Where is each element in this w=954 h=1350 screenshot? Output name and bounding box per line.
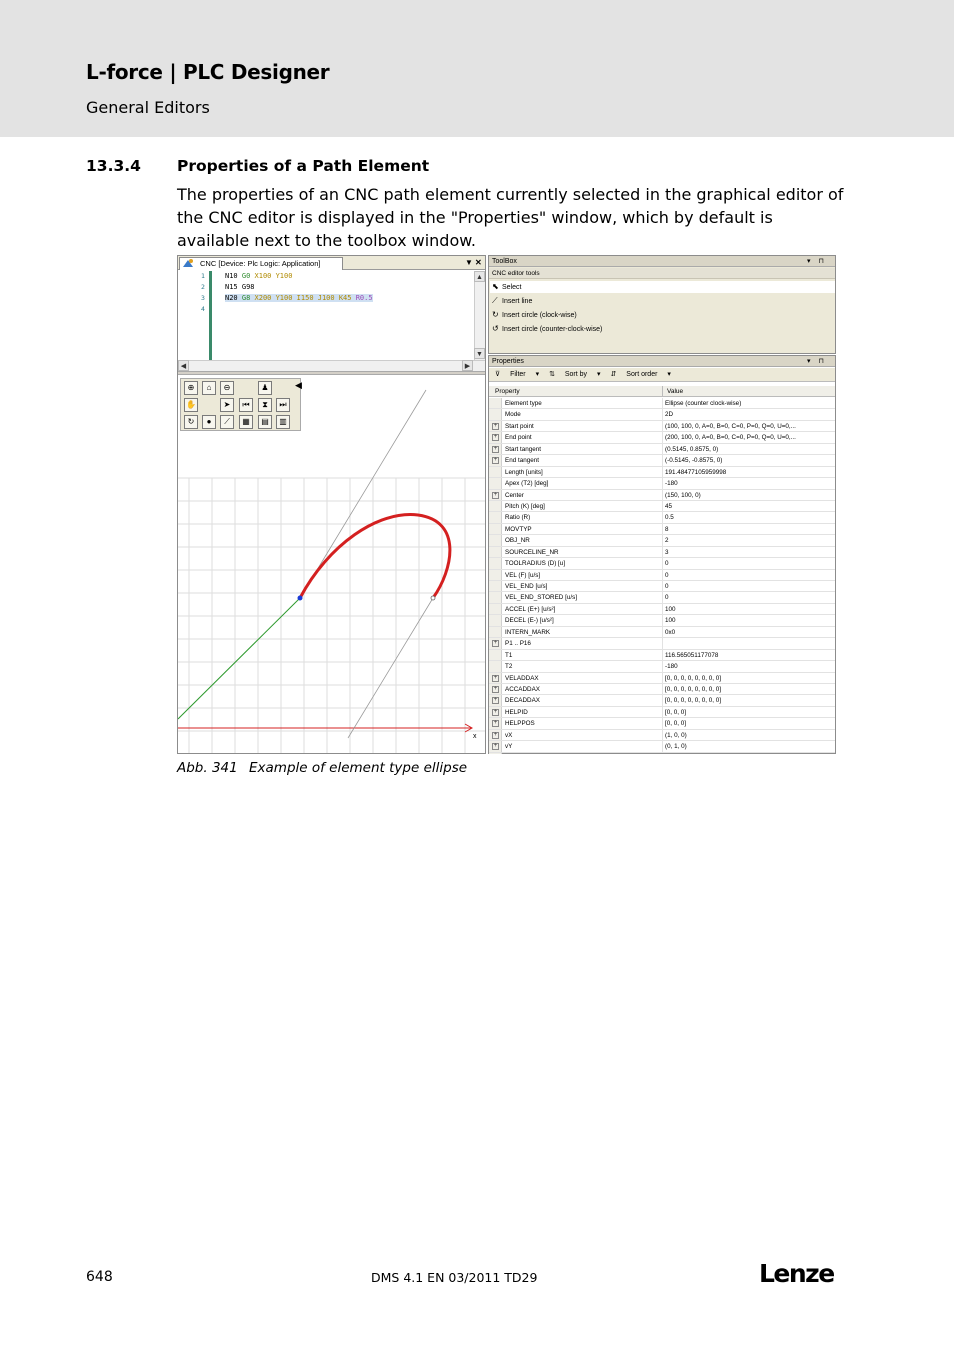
toolbox-pane xyxy=(488,255,836,354)
cell-divider xyxy=(662,547,663,558)
property-value[interactable]: 100 xyxy=(665,617,676,625)
properties-pane xyxy=(488,355,836,754)
graphical-editor[interactable] xyxy=(178,375,485,753)
toolbox-item-insert-circle-cw[interactable] xyxy=(492,309,577,321)
line-tool-icon[interactable]: ⟋ xyxy=(220,415,234,429)
property-value[interactable]: (100, 100, 0, A=0, B=0, C=0, P=0, Q=0, U=0,... xyxy=(665,422,796,430)
property-name: P1 .. P16 xyxy=(505,640,531,648)
filter-button[interactable]: ⊽ Filter ▾ xyxy=(495,371,540,378)
property-value[interactable]: (0, 1, 0) xyxy=(665,743,687,751)
property-name: VEL_END_STORED [u/s] xyxy=(505,594,577,602)
property-row[interactable] xyxy=(489,455,835,466)
property-row[interactable] xyxy=(489,398,835,409)
zoom-fit-icon[interactable]: ⌂ xyxy=(202,381,216,395)
section-number: 13.3.4 xyxy=(86,157,141,175)
property-name: End tangent xyxy=(505,457,539,465)
code-area[interactable] xyxy=(178,271,474,360)
cell-divider xyxy=(662,730,663,741)
properties-column-header xyxy=(489,386,835,397)
property-row[interactable] xyxy=(489,661,835,672)
pointer-icon[interactable]: ➤ xyxy=(220,398,234,412)
col-property[interactable]: Property xyxy=(495,388,520,395)
expand-icon[interactable]: + xyxy=(493,674,498,681)
code-vertical-scrollbar[interactable] xyxy=(474,271,485,360)
sort-icon: ⇅ xyxy=(549,371,557,378)
toolbox-item-label: Select xyxy=(502,284,522,291)
line-gutter xyxy=(178,271,212,360)
property-value[interactable]: 45 xyxy=(665,502,673,510)
property-name: TOOLRADIUS (D) [u] xyxy=(505,560,566,568)
section-title: Properties of a Path Element xyxy=(177,157,430,175)
property-value[interactable]: (1, 0, 0) xyxy=(665,731,687,739)
code-line[interactable] xyxy=(225,283,255,291)
toolbox-item-label: Insert circle (clock-wise) xyxy=(502,312,577,319)
start-point-handle[interactable] xyxy=(298,596,303,601)
cell-divider xyxy=(662,638,663,649)
property-value[interactable]: 116.565051177078 xyxy=(665,651,719,659)
step-icon[interactable]: ♟ xyxy=(258,381,272,395)
arc-cw-icon[interactable]: ↻ xyxy=(184,415,198,429)
property-name: MOVTYP xyxy=(505,525,532,533)
property-name: Apex (T2) [deg] xyxy=(505,480,549,488)
property-value[interactable]: 100 xyxy=(665,605,676,613)
property-value[interactable]: 191.48477105959998 xyxy=(665,468,727,476)
expand-icon[interactable]: + xyxy=(493,640,498,647)
property-value[interactable]: (0.5145, 0.8575, 0) xyxy=(665,445,719,453)
property-row[interactable] xyxy=(489,673,835,684)
code-token: G8 xyxy=(241,294,255,302)
property-value[interactable]: 0x0 xyxy=(665,628,676,636)
cell-divider xyxy=(662,501,663,512)
document-id: DMS 4.1 EN 03/2011 TD29 xyxy=(371,1270,538,1285)
property-name: T1 xyxy=(505,651,513,659)
property-value[interactable]: [0, 0, 0, 0, 0, 0, 0, 0] xyxy=(665,697,722,705)
expand-icon[interactable]: + xyxy=(493,422,498,429)
code-token: G0 xyxy=(241,272,255,280)
property-row[interactable] xyxy=(489,627,835,638)
grid xyxy=(178,478,485,753)
property-name: SOURCELINE_NR xyxy=(505,548,559,556)
property-name: Start point xyxy=(505,422,534,430)
property-value[interactable]: (200, 100, 0, A=0, B=0, C=0, P=0, Q=0, U=0,... xyxy=(665,434,796,442)
property-name: VEL (F) [u/s] xyxy=(505,571,541,579)
properties-grid xyxy=(489,398,835,753)
cnc-editor-pane xyxy=(177,255,486,754)
property-name: ACCADDAX xyxy=(505,685,540,693)
toolbox-category[interactable]: CNC editor tools xyxy=(489,268,835,279)
property-row[interactable] xyxy=(489,535,835,546)
cell-divider xyxy=(662,684,663,695)
cell-divider xyxy=(662,409,663,420)
property-row[interactable] xyxy=(489,547,835,558)
code-token: N20 xyxy=(225,294,242,302)
properties-window-buttons[interactable]: ▾⊓ xyxy=(807,358,832,365)
property-value[interactable]: 0 xyxy=(665,583,669,590)
toolbox-title-bar xyxy=(489,256,835,267)
property-row[interactable] xyxy=(489,409,835,420)
figure-screenshot xyxy=(177,255,837,754)
property-value[interactable]: -180 xyxy=(665,663,678,671)
expand-icon[interactable]: + xyxy=(493,434,498,441)
cell-divider xyxy=(662,592,663,603)
property-row[interactable] xyxy=(489,490,835,501)
cell-divider xyxy=(662,455,663,466)
cell-divider xyxy=(662,673,663,684)
code-token: N10 xyxy=(225,272,242,280)
expand-icon[interactable]: + xyxy=(493,731,498,738)
cell-divider xyxy=(662,432,663,443)
cell-divider xyxy=(662,421,663,432)
gutter-marker xyxy=(209,271,212,360)
caption-text: Example of element type ellipse xyxy=(249,760,468,776)
toolbox-window-buttons[interactable]: ▾⊓ xyxy=(807,258,832,265)
property-row[interactable] xyxy=(489,695,835,706)
code-token: I150 xyxy=(296,294,318,302)
toolbox-item-insert-circle-ccw[interactable] xyxy=(492,323,602,335)
code-token: K45 xyxy=(338,294,356,302)
select-arrow-icon: ⬉ xyxy=(492,282,499,291)
property-name: Center xyxy=(505,491,524,499)
code-token: X200 xyxy=(254,294,276,302)
column-divider[interactable] xyxy=(662,386,663,397)
cell-divider xyxy=(662,478,663,489)
property-name: ACCEL (E+) [u/s²] xyxy=(505,605,556,613)
axis-option-icon[interactable]: ▥ xyxy=(276,415,290,429)
properties-toolbar xyxy=(489,368,835,382)
property-value[interactable]: 0 xyxy=(665,571,669,579)
property-row[interactable] xyxy=(489,524,835,535)
circle-ccw-icon: ↺ xyxy=(492,324,499,333)
grid-option-icon[interactable]: ▦ xyxy=(239,415,253,429)
property-value[interactable]: [0, 0, 0] xyxy=(665,708,687,716)
cell-divider xyxy=(662,444,663,455)
toolbox-item-label: Insert line xyxy=(502,298,533,305)
property-name: vY xyxy=(505,743,513,751)
cell-divider xyxy=(662,558,663,569)
hourglass-icon[interactable]: ⧗ xyxy=(258,398,272,412)
figure-caption xyxy=(177,760,467,776)
property-value[interactable]: [0, 0, 0] xyxy=(665,720,687,728)
cell-divider xyxy=(662,627,663,638)
code-token: R0.5 xyxy=(355,294,373,302)
property-value[interactable]: 2 xyxy=(665,537,669,545)
scroll-up-icon[interactable]: ▲ xyxy=(474,271,485,282)
property-row[interactable] xyxy=(489,604,835,615)
ellipse-path[interactable] xyxy=(300,515,450,598)
property-name: HELPID xyxy=(505,708,528,716)
cell-divider xyxy=(662,615,663,626)
floating-toolbar xyxy=(180,378,301,431)
property-value[interactable]: 0 xyxy=(665,560,669,568)
properties-title-bar xyxy=(489,356,835,367)
tab-list-arrow-icon[interactable]: ▼ xyxy=(465,258,473,267)
code-token: N15 xyxy=(225,283,242,291)
cell-divider xyxy=(662,535,663,546)
property-row[interactable] xyxy=(489,730,835,741)
code-line-selected[interactable] xyxy=(225,294,373,302)
property-name: INTERN_MARK xyxy=(505,628,551,636)
cell-divider xyxy=(662,512,663,523)
property-row[interactable] xyxy=(489,718,835,729)
section-body: The properties of an CNC path element currently selected in the graphical editor of the CNC editor is displayed in the "Properties" window, which by default is available next to the toolbox window. xyxy=(177,185,844,250)
property-value[interactable]: 3 xyxy=(665,548,669,556)
property-name: VELADDAX xyxy=(505,674,539,682)
close-tab-icon[interactable]: ✕ xyxy=(475,258,482,267)
cell-divider xyxy=(662,695,663,706)
property-value[interactable]: [0, 0, 0, 0, 0, 0, 0, 0] xyxy=(665,685,722,693)
property-name: VEL_END [u/s] xyxy=(505,583,548,590)
lenze-logo: Lenze xyxy=(759,1259,834,1288)
expand-icon[interactable]: + xyxy=(493,685,498,692)
property-row[interactable] xyxy=(489,444,835,455)
property-name: DECADDAX xyxy=(505,697,540,705)
record-icon[interactable]: ● xyxy=(202,415,216,429)
property-row[interactable] xyxy=(489,592,835,603)
line-number: 1 xyxy=(201,272,205,280)
property-row[interactable] xyxy=(489,581,835,592)
property-name: End point xyxy=(505,434,532,442)
cell-divider xyxy=(662,467,663,478)
zoom-out-icon[interactable]: ⊖ xyxy=(220,381,234,395)
expand-icon[interactable]: + xyxy=(493,720,498,727)
toolbox-item-select[interactable] xyxy=(490,281,835,293)
cell-divider xyxy=(662,570,663,581)
property-name: Element type xyxy=(505,400,542,407)
property-name: vX xyxy=(505,731,513,739)
cell-divider xyxy=(662,650,663,661)
pan-icon[interactable]: ✋ xyxy=(184,398,198,412)
sort-order-button[interactable]: ⇵ Sort order ▾ xyxy=(610,371,671,378)
filter-icon: ⊽ xyxy=(495,371,503,378)
toolbox-item-insert-line[interactable] xyxy=(492,295,532,307)
property-row[interactable] xyxy=(489,650,835,661)
property-name: OBJ_NR xyxy=(505,537,530,545)
scroll-left-icon[interactable]: ◀ xyxy=(178,360,189,371)
scroll-right-icon[interactable]: ▶ xyxy=(462,360,473,371)
toolbox-item-label: Insert circle (counter-clock-wise) xyxy=(502,326,603,333)
code-token: Y100 xyxy=(275,294,297,302)
property-name: Ratio (R) xyxy=(505,514,531,522)
cnc-tab-label: CNC [Device: Plc Logic: Application] xyxy=(200,259,321,268)
page-number: 648 xyxy=(86,1269,113,1285)
property-row[interactable] xyxy=(489,615,835,626)
property-row[interactable] xyxy=(489,501,835,512)
graphical-canvas[interactable] xyxy=(178,375,485,753)
property-value[interactable]: 0.5 xyxy=(665,514,674,522)
property-value[interactable]: Ellipse (counter clock-wise) xyxy=(665,400,742,407)
property-value[interactable]: 8 xyxy=(665,525,669,533)
property-name: Start tangent xyxy=(505,445,542,453)
cell-divider xyxy=(662,398,663,409)
cnc-editor-icon xyxy=(183,259,194,268)
property-row[interactable] xyxy=(489,478,835,489)
property-row[interactable] xyxy=(489,467,835,478)
forward-icon[interactable]: ⏭ xyxy=(276,398,290,412)
cnc-tab-bar xyxy=(178,256,485,270)
property-row[interactable] xyxy=(489,741,835,752)
property-value[interactable]: [0, 0, 0, 0, 0, 0, 0, 0] xyxy=(665,674,722,682)
property-row[interactable] xyxy=(489,512,835,523)
toolbox-title: ToolBox xyxy=(492,258,517,265)
code-token: J100 xyxy=(317,294,339,302)
doc-title: L-force | PLC Designer xyxy=(86,60,330,84)
cell-divider xyxy=(662,661,663,672)
snap-option-icon[interactable]: ▤ xyxy=(258,415,272,429)
properties-title: Properties xyxy=(492,358,524,365)
doc-subtitle: General Editors xyxy=(86,98,210,117)
code-token: Y100 xyxy=(275,272,293,280)
expand-icon[interactable]: + xyxy=(493,697,498,704)
property-name: Length [units] xyxy=(505,468,543,476)
sort-order-icon: ⇵ xyxy=(610,371,619,378)
end-tangent-helper xyxy=(348,598,433,738)
property-name: T2 xyxy=(505,663,513,671)
cell-divider xyxy=(662,581,663,592)
code-token: X100 xyxy=(254,272,276,280)
property-row[interactable] xyxy=(489,558,835,569)
property-value[interactable]: (150, 100, 0) xyxy=(665,491,701,499)
cell-divider xyxy=(662,707,663,718)
property-row[interactable] xyxy=(489,570,835,581)
property-row[interactable] xyxy=(489,638,835,649)
property-value[interactable]: 2D xyxy=(665,411,674,419)
code-line[interactable] xyxy=(225,272,292,280)
cell-divider xyxy=(662,490,663,501)
line-icon: ⟋ xyxy=(492,296,498,305)
property-row[interactable] xyxy=(489,421,835,432)
expand-icon[interactable]: + xyxy=(493,743,498,750)
expand-icon[interactable]: + xyxy=(493,708,498,715)
cell-divider xyxy=(662,718,663,729)
line-number: 2 xyxy=(201,283,205,291)
line-number: 4 xyxy=(201,305,205,313)
property-value[interactable]: (-0.5145, -0.8575, 0) xyxy=(665,457,723,465)
line-number: 3 xyxy=(201,294,205,302)
scroll-down-icon[interactable]: ▼ xyxy=(474,348,485,359)
cnc-editor-tab[interactable] xyxy=(179,257,343,270)
rewind-icon[interactable]: ⏮ xyxy=(239,398,253,412)
sort-by-button[interactable]: ⇅ Sort by ▾ xyxy=(549,371,601,378)
caption-number: Abb. 341 xyxy=(177,760,238,776)
x-axis-label: x xyxy=(473,733,477,740)
cell-divider xyxy=(662,524,663,535)
property-value[interactable]: 0 xyxy=(665,594,669,602)
property-name: HELPPOS xyxy=(505,720,535,728)
property-name: Pitch (K) [deg] xyxy=(505,502,545,510)
property-value[interactable]: -180 xyxy=(665,480,678,488)
property-row[interactable] xyxy=(489,707,835,718)
collapse-toolbar-icon[interactable]: ◀ xyxy=(295,380,302,390)
end-point-handle[interactable] xyxy=(431,596,435,600)
code-token: G98 xyxy=(241,283,255,291)
property-row[interactable] xyxy=(489,432,835,443)
zoom-in-icon[interactable]: ⊕ xyxy=(184,381,198,395)
property-row[interactable] xyxy=(489,684,835,695)
code-horizontal-scrollbar[interactable] xyxy=(178,360,485,371)
col-value[interactable]: Value xyxy=(667,388,684,395)
expand-icon[interactable]: + xyxy=(493,491,498,498)
cell-divider xyxy=(662,741,663,752)
circle-cw-icon: ↻ xyxy=(492,310,499,319)
expand-icon[interactable]: + xyxy=(493,457,498,464)
expand-icon[interactable]: + xyxy=(493,445,498,452)
cell-divider xyxy=(662,604,663,615)
property-name: DECEL (E-) [u/s²] xyxy=(505,617,554,625)
property-name: Mode xyxy=(505,411,521,419)
